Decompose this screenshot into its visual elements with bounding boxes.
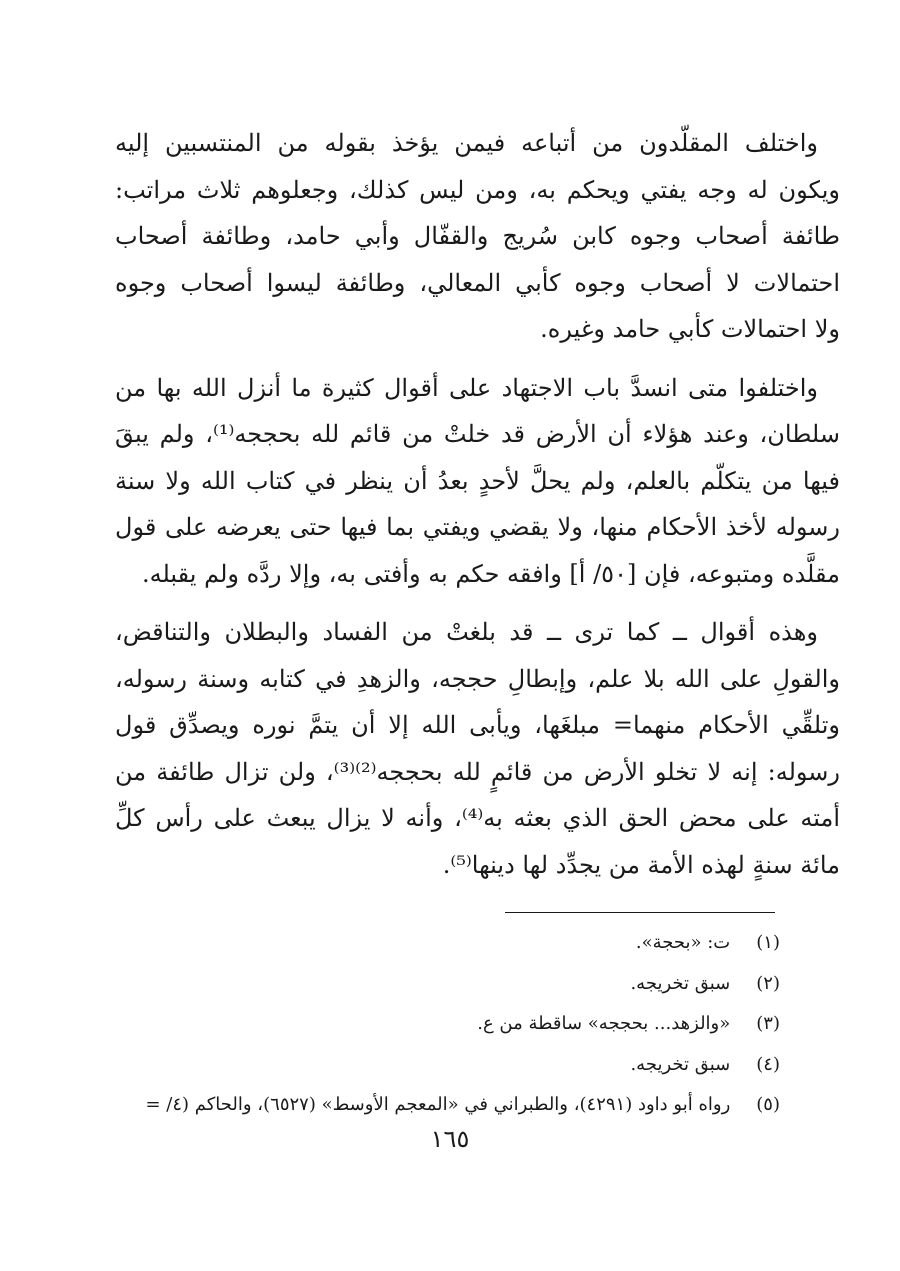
footnote-text: رواه أبو داود (٤٢٩١)، والطبراني في «المعجم الأوسط» (٦٥٢٧)، والحاكم (٤/ =: [145, 1094, 731, 1115]
footnote-separator: [505, 912, 775, 913]
text-line: أمته على محض الحق الذي بعثه به⁽⁴⁾، وأنه لا يزال يبعث على رأس كلِّ: [115, 804, 840, 832]
text-line: رسوله: إنه لا تخلو الأرض من قائمٍ لله بحججه⁽²⁾⁽³⁾، ولن تزال طائفة من: [115, 757, 840, 786]
text-line: ولا احتمالات كأبي حامد وغيره.: [540, 315, 840, 343]
text-line: سلطان، وعند هؤلاء أن الأرض قد خلتْ من قائم لله بحججه⁽¹⁾، ولم يبقَ: [115, 420, 840, 448]
text-line: والقولِ على الله بلا علم، وإبطالِ حججه، والزهدِ في كتابه وسنة رسوله،: [115, 664, 840, 693]
paragraph-1: [115, 120, 840, 353]
text-line: طائفة أصحاب وجوه كابن سُريج والقفّال وأبي حامد، وطائفة أصحاب: [115, 222, 840, 250]
text-line: وهذه أقوال ــ كما ترى ــ قد بلغتْ من الفساد والبطلان والتناقض،: [115, 618, 818, 646]
text-line: واختلف المقلّدون من أتباعه فيمن يؤخذ بقوله من المنتسبين إليه: [115, 129, 818, 157]
main-text: [115, 120, 840, 900]
footnote-2: [90, 964, 780, 1005]
text-line: وتلقِّي الأحكام منهما= مبلغَها، ويأبى الله إلا أن يتمَّ نوره ويصدِّق قول: [115, 711, 840, 739]
footnote-text: ت: «بحجة».: [635, 932, 731, 953]
page-number: ١٦٥: [430, 1125, 470, 1153]
footnote-number: (٢): [756, 972, 780, 994]
paragraph-3: [115, 609, 840, 888]
text-line: رسوله لأخذ الأحكام منها، ولا يقضي ويفتي بما فيها حتى يعرضه على قول: [115, 513, 840, 541]
footnote-5: [90, 1085, 780, 1126]
footnote-4: [90, 1045, 780, 1086]
text-line: احتمالات لا أصحاب وجوه كأبي المعالي، وطائفة ليسوا أصحاب وجوه: [115, 268, 840, 297]
footnote-number: (٤): [756, 1053, 780, 1075]
footnote-number: (١): [756, 932, 780, 953]
text-line: واختلفوا متى انسدَّ باب الاجتهاد على أقوال كثيرة ما أنزل الله بها من: [115, 373, 818, 402]
footnote-3: [90, 1004, 780, 1045]
footnotes: [90, 923, 780, 1126]
text-line: ويكون له وجه يفتي ويحكم به، ومن ليس كذلك، وجعلوهم ثلاث مراتب:: [115, 175, 840, 204]
footnote-1: [90, 923, 780, 964]
paragraph-2: [115, 365, 840, 598]
footnote-text: سبق تخريجه.: [630, 972, 731, 994]
text-line: مقلَّده ومتبوعه، فإن [٥٠/ أ] وافقه حكم به وأفتى به، وإلا ردَّه ولم يقبله.: [141, 559, 840, 588]
footnote-text: سبق تخريجه.: [630, 1053, 731, 1075]
footnote-number: (٥): [756, 1094, 780, 1115]
footnote-number: (٣): [756, 1013, 780, 1034]
footnote-text: «والزهد... بحججه» ساقطة من ع.: [477, 1013, 731, 1034]
text-line: مائة سنةٍ لهذه الأمة من يجدِّد لها دينها⁽⁵⁾.: [442, 850, 840, 879]
text-line: فيها من يتكلّم بالعلم، ولم يحلَّ لأحدٍ بعدُ أن ينظر في كتاب الله ولا سنة: [115, 466, 840, 495]
